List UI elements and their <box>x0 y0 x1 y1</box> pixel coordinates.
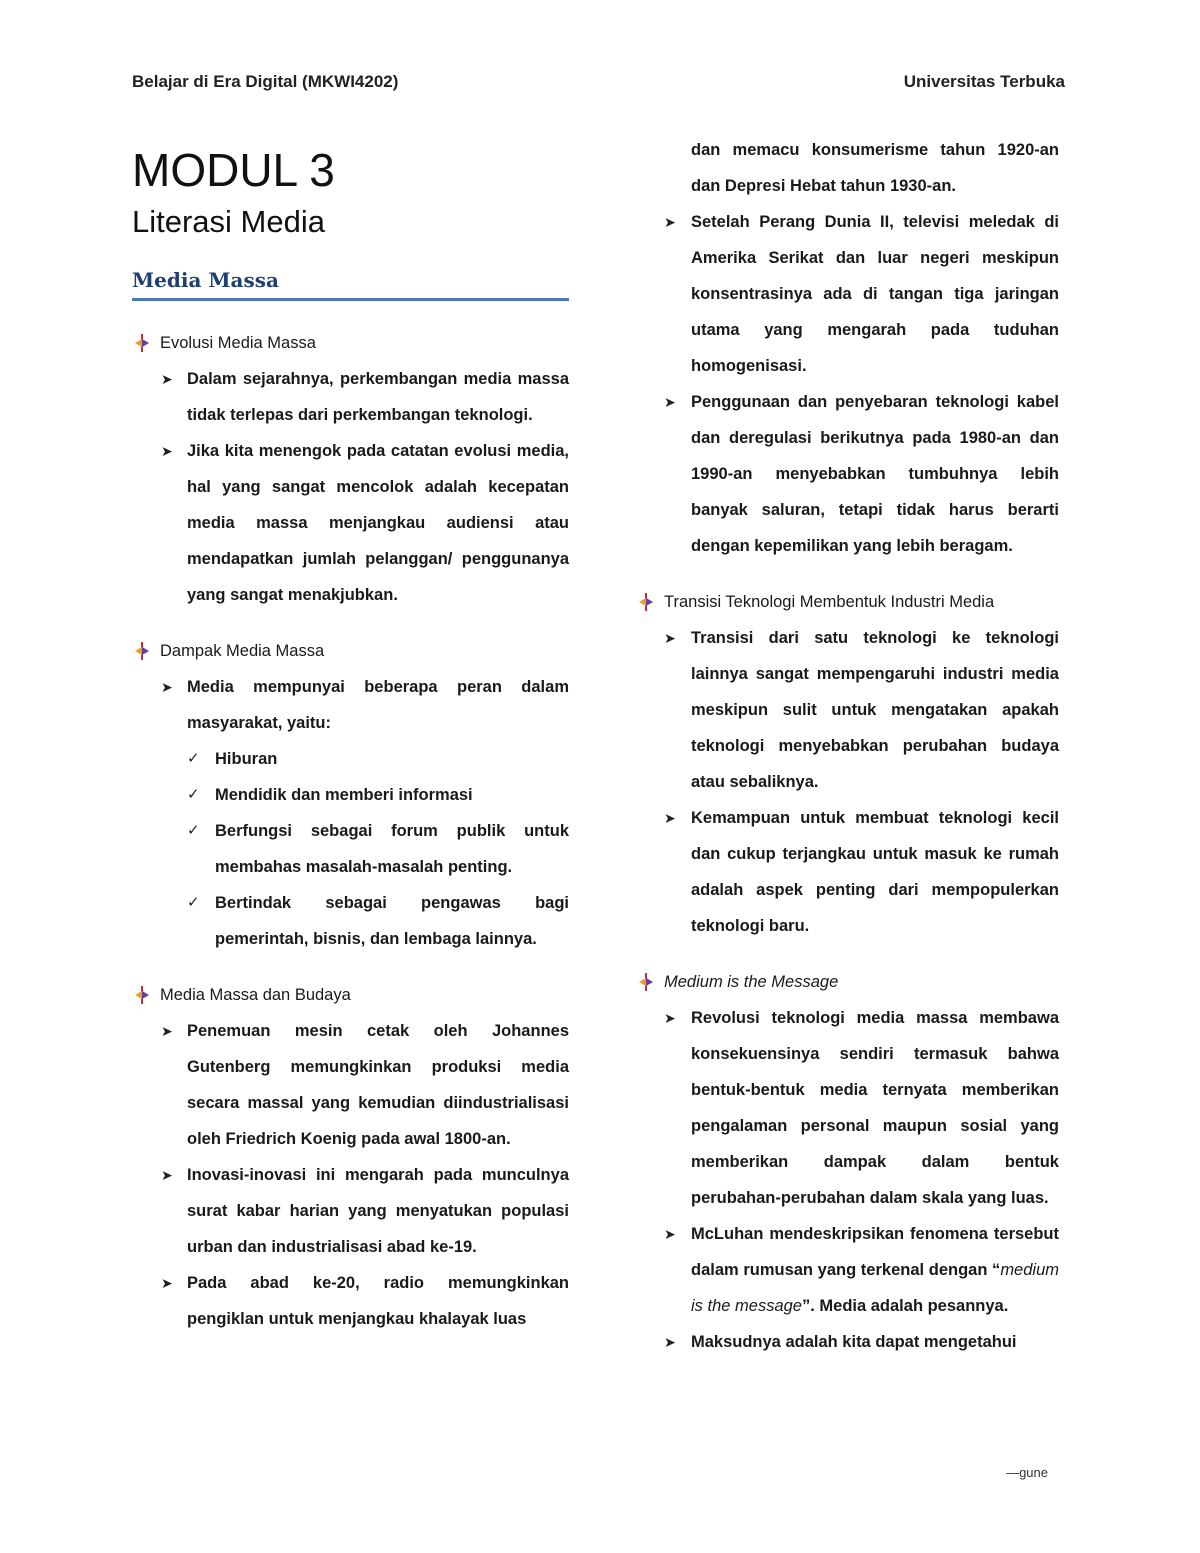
topic-title: Evolusi Media Massa <box>160 334 316 352</box>
check-item: ✓ Berfungsi sebagai forum publik untuk membahas masalah-masalah penting. <box>132 813 569 885</box>
pushpin-icon <box>636 592 656 612</box>
arrowhead-icon: ➤ <box>161 443 173 459</box>
topic-heading <box>132 633 569 669</box>
list-item: ➤ Revolusi teknologi media massa membawa konsekuensinya sendiri termasuk bahwa bentuk-bentuk media ternyata memberikan pengalaman personal maupun sosial yang memberikan dampak dalam bentuk perubahan-perubahan dalam skala yang luas. <box>636 1000 1059 1216</box>
continued-text: dan memacu konsumerisme tahun 1920-an dan Depresi Hebat tahun 1930-an. <box>691 141 1059 195</box>
list-item: ➤ Penggunaan dan penyebaran teknologi kabel dan deregulasi berikutnya pada 1980-an dan 1990-an menyebabkan tumbuhnya lebih banyak saluran, tetapi tidak harus berarti dengan kepemilikan yang lebih beragam. <box>636 384 1059 564</box>
topic-title: Medium is the Message <box>664 973 839 991</box>
arrowhead-icon: ➤ <box>161 1167 173 1183</box>
check-item: ✓ Hiburan <box>132 741 569 777</box>
topic-title: Transisi Teknologi Membentuk Industri Media <box>664 593 995 611</box>
section-title: Media Massa <box>132 268 569 301</box>
check-item: ✓ Mendidik dan memberi informasi <box>132 777 569 813</box>
module-subtitle: Literasi Media <box>132 204 325 239</box>
arrowhead-icon: ➤ <box>161 1023 173 1039</box>
check-item: ✓ Bertindak sebagai pengawas bagi pemerintah, bisnis, dan lembaga lainnya. <box>132 885 569 957</box>
topic-heading <box>132 977 569 1013</box>
list-item: ➤ Dalam sejarahnya, perkembangan media massa tidak terlepas dari perkembangan teknologi. <box>132 361 569 433</box>
list-item: ➤ Pada abad ke-20, radio memungkinkan pengiklan untuk menjangkau khalayak luas <box>132 1265 569 1337</box>
list-item: ➤ Transisi dari satu teknologi ke teknologi lainnya sangat mempengaruhi industri media meskipun sulit untuk mengatakan apakah teknologi menyebabkan perubahan budaya atau sebaliknya. <box>636 620 1059 800</box>
arrowhead-icon: ➤ <box>664 810 676 826</box>
pushpin-icon <box>132 641 152 661</box>
header-course-title: Belajar di Era Digital (MKWI4202) <box>132 72 399 91</box>
arrowhead-icon: ➤ <box>161 1275 173 1291</box>
list-item: ➤ Setelah Perang Dunia II, televisi meledak di Amerika Serikat dan luar negeri meskipun konsentrasinya ada di tangan tiga jaringan utama yang mengarah pada tuduhan homogenisasi. <box>636 204 1059 384</box>
pushpin-icon <box>132 333 152 353</box>
topic-title: Media Massa dan Budaya <box>160 986 351 1004</box>
list-item: ➤ Penemuan mesin cetak oleh Johannes Gutenberg memungkinkan produksi media secara massal yang kemudian diindustrialisasi oleh Friedrich Koenig pada awal 1800-an. <box>132 1013 569 1157</box>
checkmark-icon: ✓ <box>187 786 200 803</box>
left-column <box>132 132 569 1337</box>
topic-heading <box>636 964 1059 1000</box>
arrowhead-icon: ➤ <box>664 1334 676 1350</box>
arrowhead-icon: ➤ <box>664 1226 676 1242</box>
right-column <box>636 132 1059 1360</box>
header-university: Universitas Terbuka <box>903 72 1065 91</box>
list-item: ➤ Kemampuan untuk membuat teknologi kecil dan cukup terjangkau untuk masuk ke rumah adalah aspek penting dari mempopulerkan teknologi baru. <box>636 800 1059 944</box>
list-item: ➤ Media mempunyai beberapa peran dalam masyarakat, yaitu: <box>132 669 569 741</box>
quote-italic: medium is the message <box>691 1261 1059 1315</box>
arrowhead-icon: ➤ <box>161 679 173 695</box>
topic-heading <box>636 584 1059 620</box>
pushpin-icon <box>636 972 656 992</box>
list-item: ➤ Inovasi-inovasi ini mengarah pada munculnya surat kabar harian yang menyatukan populasi urban dan industrialisasi abad ke-19. <box>132 1157 569 1265</box>
arrowhead-icon: ➤ <box>664 1010 676 1026</box>
checkmark-icon: ✓ <box>187 750 200 767</box>
arrowhead-icon: ➤ <box>664 630 676 646</box>
checkmark-icon: ✓ <box>187 822 200 839</box>
pushpin-icon <box>132 985 152 1005</box>
arrowhead-icon: ➤ <box>161 371 173 387</box>
list-item: ➤ McLuhan mendeskripsikan fenomena tersebut dalam rumusan yang terkenal dengan “medium is the message”. Media adalah pesannya. <box>636 1216 1059 1324</box>
topic-heading <box>132 325 569 361</box>
topic-title: Dampak Media Massa <box>160 642 325 660</box>
footer-signature: —gune <box>1006 1465 1048 1480</box>
list-item: ➤ Jika kita menengok pada catatan evolusi media, hal yang sangat mencolok adalah kecepatan media massa menjangkau audiensi atau mendapatkan jumlah pelanggan/ penggunanya yang sangat menakjubkan. <box>132 433 569 613</box>
arrowhead-icon: ➤ <box>664 214 676 230</box>
module-title: MODUL 3 <box>132 144 335 196</box>
checkmark-icon: ✓ <box>187 894 200 911</box>
list-item: ➤ Maksudnya adalah kita dapat mengetahui <box>636 1324 1059 1360</box>
arrowhead-icon: ➤ <box>664 394 676 410</box>
